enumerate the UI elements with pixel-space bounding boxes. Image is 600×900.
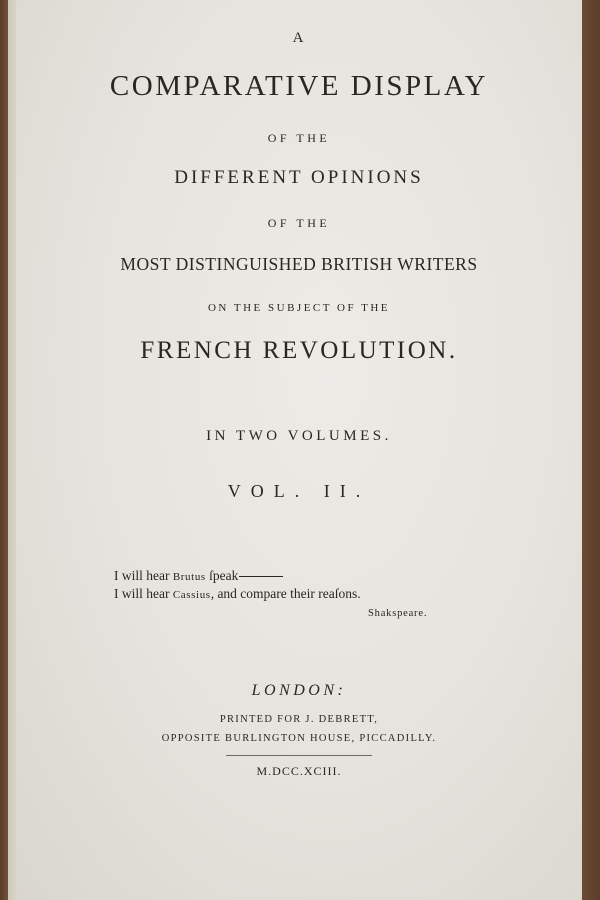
epigraph-dash	[239, 576, 283, 577]
epigraph-text: I will hear	[114, 568, 173, 583]
title-line-different-opinions: DIFFERENT OPINIONS	[174, 167, 424, 188]
title-line-french-revolution: FRENCH REVOLUTION.	[140, 337, 458, 364]
epigraph-line-2	[114, 586, 361, 602]
title-of-the-2: OF THE	[267, 216, 331, 230]
epigraph-name-cassius: Cassius	[172, 589, 211, 601]
title-article: A	[292, 30, 306, 46]
epigraph-text: , and compare their reaſons.	[210, 586, 361, 601]
imprint-city: LONDON:	[251, 682, 347, 699]
epigraph-name-brutus: Brutus	[172, 571, 206, 583]
imprint-printer: PRINTED FOR J. DEBRETT,	[219, 714, 379, 725]
title-line-comparative-display: COMPARATIVE DISPLAY	[109, 70, 489, 102]
epigraph-text: I will hear	[114, 586, 173, 601]
imprint-date: M.DCC.XCIII.	[256, 764, 342, 778]
binding-edge	[582, 0, 600, 900]
title-page	[16, 0, 582, 900]
imprint-address: OPPOSITE BURLINGTON HOUSE, PICCADILLY.	[161, 733, 437, 744]
volumes-line: IN TWO VOLUMES.	[206, 428, 392, 444]
epigraph-text: ſpeak	[205, 568, 239, 583]
title-subject-line: ON THE SUBJECT OF THE	[207, 302, 391, 314]
title-line-british-writers: MOST DISTINGUISHED BRITISH WRITERS	[120, 254, 478, 274]
volume-number: VOL. II.	[227, 481, 371, 501]
epigraph-attribution: Shakspeare.	[368, 608, 428, 619]
title-of-the-1: OF THE	[267, 131, 331, 145]
imprint-rule	[226, 755, 372, 756]
epigraph-line-1	[114, 568, 283, 584]
